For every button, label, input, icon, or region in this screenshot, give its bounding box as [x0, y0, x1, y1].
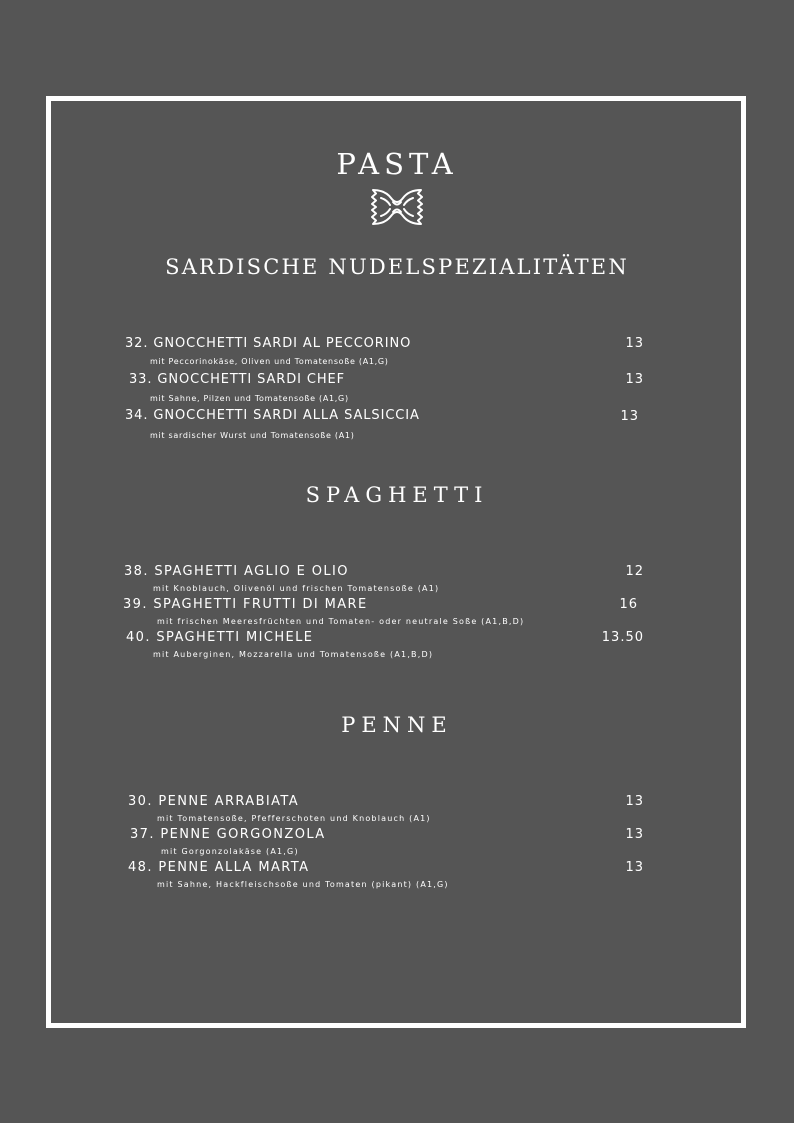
item-price: 13: [625, 372, 644, 387]
item-description: mit sardischer Wurst und Tomatensoße (A1): [150, 431, 355, 440]
item-description: mit Gorgonzolakäse (A1,G): [161, 847, 299, 856]
item-name: 38. SPAGHETTI AGLIO E OLIO: [124, 564, 349, 579]
item-name: 37. PENNE GORGONZOLA: [130, 827, 326, 842]
item-price: 13: [620, 409, 639, 424]
section-title-sardinian: SARDISCHE NUDELSPEZIALITÄTEN: [165, 255, 629, 279]
item-description: mit Tomatensoße, Pfefferschoten und Knoblauch (A1): [157, 814, 431, 823]
item-description: mit Knoblauch, Olivenöl und frischen Tomatensoße (A1): [153, 584, 440, 593]
item-description: mit Auberginen, Mozzarella und Tomatensoße (A1,B,D): [153, 650, 434, 659]
item-name: 40. SPAGHETTI MICHELE: [126, 630, 314, 645]
item-price: 13: [625, 827, 644, 842]
item-name: 30. PENNE ARRABIATA: [128, 794, 300, 809]
farfalle-pasta-icon: [367, 186, 427, 228]
item-description: mit Sahne, Hackfleischsoße und Tomaten (pikant) (A1,G): [157, 880, 449, 889]
item-description: mit Peccorinokäse, Oliven und Tomatensoße (A1,G): [150, 357, 389, 366]
page-title: PASTA: [336, 147, 458, 181]
item-price: 13: [625, 794, 644, 809]
item-name: 39. SPAGHETTI FRUTTI DI MARE: [123, 597, 368, 612]
item-name: 48. PENNE ALLA MARTA: [128, 860, 310, 875]
item-description: mit Sahne, Pilzen und Tomatensoße (A1,G): [150, 394, 349, 403]
item-price: 16: [619, 597, 638, 612]
item-price: 12: [625, 564, 644, 579]
section-title-penne: PENNE: [341, 713, 453, 737]
section-title-spaghetti: SPAGHETTI: [305, 483, 489, 507]
item-description: mit frischen Meeresfrüchten und Tomaten- oder neutrale Soße (A1,B,D): [157, 617, 525, 626]
item-price: 13: [625, 860, 644, 875]
item-name: 34. GNOCCHETTI SARDI ALLA SALSICCIA: [125, 408, 420, 423]
item-price: 13.50: [601, 630, 644, 645]
item-name: 33. GNOCCHETTI SARDI CHEF: [129, 372, 346, 387]
item-price: 13: [625, 336, 644, 351]
item-name: 32. GNOCCHETTI SARDI AL PECCORINO: [125, 336, 412, 351]
